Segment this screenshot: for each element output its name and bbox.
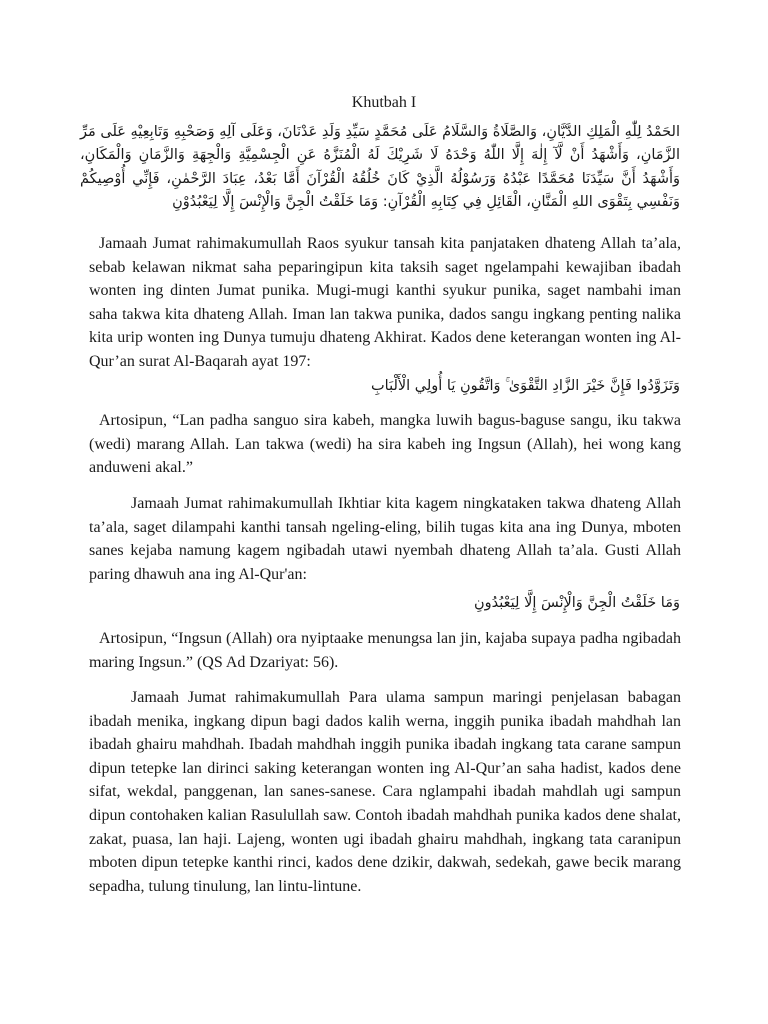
- paragraph-4: Artosipun, “Ingsun (Allah) ora nyiptaake menungsa lan jin, kajaba supaya padha ngibadah maring Ingsun.” (QS Ad Dzariyat: 56).: [89, 630, 681, 671]
- paragraph-3: Jamaah Jumat rahimakumullah Ikhtiar kita kagem ningkataken takwa dhateng Allah ta’ala, saget dilampahi kanthi tansah ngeling-eling, bilih tugas kita ana ing Dunya, mboten sanes kejaba namung kagem ngibadah utawi nyembah dhateng Allah ta’ala. Gusti Allah paring dhawuh ana ing Al-Qur'an:: [89, 495, 681, 583]
- page-title: Khutbah I: [351, 94, 417, 111]
- paragraph-2: Artosipun, “Lan padha sanguo sira kabeh, mangka luwih bagus-baguse sangu, iku takwa (wedi) marang Allah. Lan takwa (wedi) ha sira kabeh ing Ingsun (Allah), hei wong kang anduweni akal.”: [89, 412, 681, 477]
- opening-arabic-text: الحَمْدُ لِلّٰهِ الْمَلِكِ الدَّيَّانِ، وَالصَّلَاةُ وَالسَّلَامُ عَلَى مُحَمَّدٍ سَيِّدِ وَلَدِ عَدْنَانَ، وَعَلَى آلِهِ وَصَحْبِهِ وَتَابِعِيْهِ عَلَى مَرِّ الزَّمَانِ، وَأَشْهَدُ أَنْ لَّآ إِلٰهَ إِلَّا اللّٰهُ وَحْدَهُ لَا شَرِيْكَ لَهُ الْمُنَزَّهُ عَنِ الْجِسْمِيَّةِ وَالْجِهَةِ وَالزَّمَانِ وَالْمَكَانِ، وَأَشْهَدُ أَنَّ سَيِّدَنَا مُحَمَّدًا عَبْدُهُ وَرَسُوْلُهُ الَّذِيْ كَانَ خُلُقُهُ الْقُرْآنَ أَمَّا بَعْدُ، عِبَادَ الرَّحْمٰنِ، فَإِنِّي أُوْصِيكُمْ وَنَفْسِي بِتَقْوَى اللهِ الْمَنَّانِ، الْقَائِلِ فِي كِتَابِهِ الْقُرْآنِ: وَمَا خَلَقْتُ الْجِنَّ وَالْإِنْسَ إِلَّا لِيَعْبُدُوْنِ: [80, 124, 680, 210]
- paragraph-1: Jamaah Jumat rahimakumullah Raos syukur tansah kita panjataken dhateng Allah ta’ala, sebab kelawan nikmat saha peparingipun kita taksih saget ngelampahi kewajiban ibadah wonten ing dinten Jumat punika. Mugi-mugi kanthi syukur punika, saget nambahi iman saha takwa kita dhateng Allah. Iman lan takwa punika, dados sangu ingkang penting nalika kita urip wonten ing Dunya tumuju dhateng Akhirat. Kados dene keterangan wonten ing Al-Qur’an surat Al-Baqarah ayat 197:: [89, 235, 681, 370]
- verse-al-baqarah-197: وَتَزَوَّدُوا فَإِنَّ خَيْرَ الزَّادِ التَّقْوَىٰ ۚ وَاتَّقُونِ يَا أُولِي الْأَلْبَابِ: [371, 378, 680, 394]
- verse-ad-dzariyat-56: وَمَا خَلَقْتُ الْجِنَّ وَالْإِنْسَ إِلَّا لِيَعْبُدُونِ: [474, 595, 680, 611]
- paragraph-5: Jamaah Jumat rahimakumullah Para ulama sampun maringi penjelasan babagan ibadah menika, ingkang dipun bagi dados kalih werna, inggih punika ibadah mahdhah lan ibadah ghairu mahdhah. Ibadah mahdhah inggih punika ibadah ingkang tata carane sampun dipun tetepke lan dirinci saking keterangan wonten ing Al-Qur’an saha hadist, kados dene sifat, wekdal, panggenan, lan sanes-sanese. Cara nglampahi ibadah mahdlah ugi sampun dipun contohaken kalian Rasulullah saw. Contoh ibadah mahdhah punika kados dene shalat, zakat, puasa, lan haji. Lajeng, wonten ugi ibadah ghairu mahdhah, ingkang tata caranipun mboten dipun tetepke kanthi rinci, kados dene dzikir, dakwah, sedekah, gawe becik marang sepadha, tulung tinulung, lan lintu-lintune.: [89, 689, 681, 895]
